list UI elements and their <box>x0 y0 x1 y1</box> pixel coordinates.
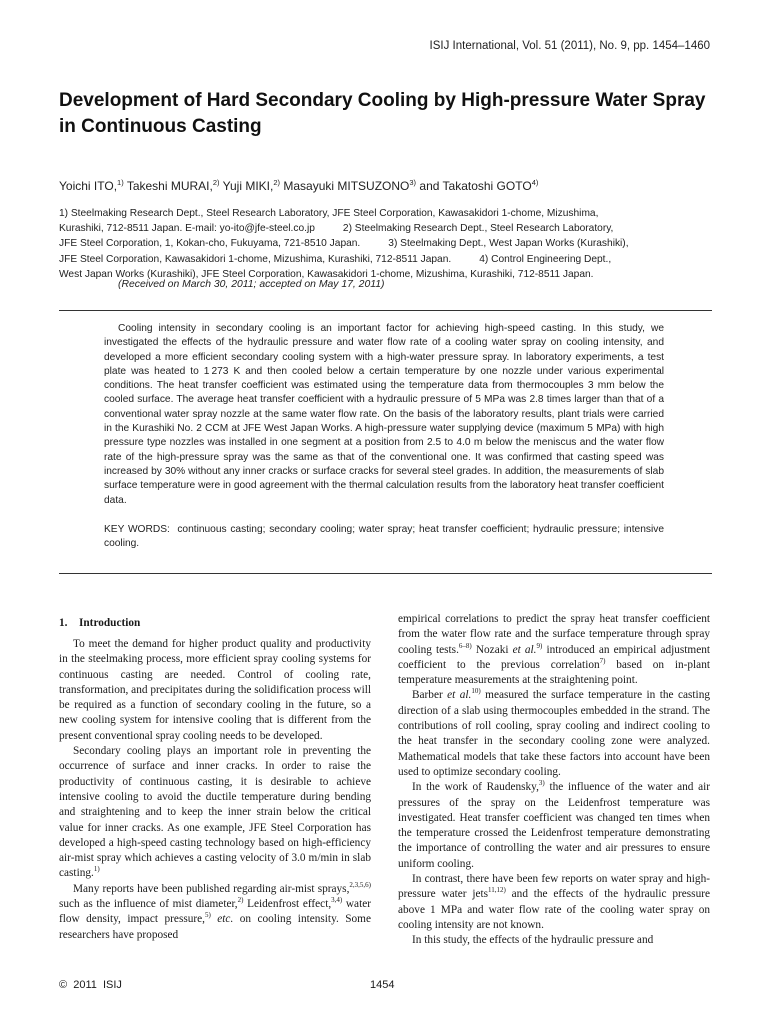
paragraph: In this study, the effects of the hydraulic pressure and <box>412 934 654 947</box>
paper-title: Development of Hard Secondary Cooling by High-pressure Water Spray in Continuous Casting <box>59 90 706 137</box>
paragraph: Barber et al.$^{10)}$ measured the surface temperature in the casting direction of a slab using thermocouples embedded in the strand. The contributions of roll cooling, spray cooling and indirect cooling to the heat transfer in the secondary cooling zone were analyzed. Mathematical models that take these factors into account have been used to optimize secondary cooling. <box>398 687 710 778</box>
author: Takeshi MURAI,$^{2)}$ <box>126 178 220 193</box>
affiliation-line: 1) Steelmaking Research Dept., Steel Research Laboratory, JFE Steel Corporation, Kawasakidori 1-chome, Mizushima, <box>59 208 599 219</box>
header-rule <box>59 310 712 311</box>
page-number: 1454 <box>370 979 395 991</box>
affiliations <box>59 206 711 282</box>
paragraph: Secondary cooling plays an important role in preventing the occurrence of surface and inner cracks. In order to raise the productivity of continuous casting, it is desirable to achieve intensive cooling to avoid the ductile temperature during bending and straightening and to keep the inner strain below the critical value for inner cracks. As one example, JFE Steel Corporation has developed a high-speed casting technology based on high-efficiency air-mist spray which achieves a casting velocity of 3.0 m/min in slab casting.$^{1)}$ <box>59 745 371 880</box>
paragraph: Many reports have been published regarding air-mist sprays,$^{2,3,5,6)}$ such as the influence of mist diameter,$^{2)}$ Leidenfrost effect,$^{3,4)}$ water flow density, impact pressure,$^{5)}$ etc. on cooling intensity. Some researchers have proposed <box>59 880 371 941</box>
author: Yoichi ITO,$^{1)}$ <box>59 178 124 193</box>
copyright: © 2011 ISIJ <box>59 979 122 991</box>
paragraph: In the work of Raudensky,$^{3)}$ the influence of the water and air pressures of the spray on the Leidenfrost temperature was investigated. Heat transfer coefficient was changed ten times when the temperature crossed the Leidenfrost temperature demonstrating the importance of controlling the water and air pressures to ensure uniform cooling. <box>398 779 710 870</box>
author: and Takatoshi GOTO$^{4)}$ <box>419 178 539 193</box>
affiliation-line: JFE Steel Corporation, 1, Kokan-cho, Fukuyama, 721-8510 Japan. 3) Steelmaking Dept., West Japan Works (Kurashiki), <box>59 238 629 250</box>
author: Masayuki MITSUZONO$^{3)}$ <box>283 178 417 193</box>
affiliation-line: Kurashiki, 712-8511 Japan. E-mail: yo-ito@jfe-steel.co.jp 2) Steelmaking Research Dept., Steel Research Laboratory, <box>59 223 614 235</box>
affiliation-line: JFE Steel Corporation, Kawasakidori 1-chome, Mizushima, Kurashiki, 712-8511 Japan. 4) Control Engineering Dept., <box>59 253 612 265</box>
abstract-rule <box>59 573 712 574</box>
paragraph: In contrast, there have been few reports on water spray and high-pressure water jets$^{11,12)}$ and the effects of the hydraulic pressure above 1 MPa and water flow rate of the cooling water spray on cooling intensity are not known. <box>398 873 710 931</box>
paragraph: To meet the demand for higher product quality and productivity in the steelmaking process, more efficient spray cooling systems for continuous casting are needed. Control of cooling rate, transformation, and precipitates during the solidification process will be required as a function of secondary cooling in the future, so a new cooling system for intensive cooling that is different from the present conventional spray cooling needs to be developed. <box>59 638 371 742</box>
author-list <box>59 178 719 193</box>
section-heading: 1. Introduction <box>59 617 141 629</box>
affiliation-line: West Japan Works (Kurashiki), JFE Steel Corporation, Kawasakidori 1-chome, Mizushima, Kurashiki, 712-8511 Japan. <box>59 268 594 280</box>
right-column <box>398 612 710 949</box>
abstract: Cooling intensity in secondary cooling is an important factor for achieving high-speed casting. In this study, we investigated the effects of the hydraulic pressure and water flow rate of a cooling water spray on cooling intensity, and developed a more efficient secondary cooling system with a high-water pressure spray. In laboratory experiments, a test plate was heated to 1 273 K and then cooled below a certain temperature by one nozzle under various experimental conditions. The heat transfer coefficient was estimated using the temperature data from thermocouples 3 mm below the cooled surface. The average heat transfer coefficient with a hydraulic pressure of 5 MPa was 2.8 times larger than that of a conventional water spray nozzle at the same water flow rate. On the basis of the laboratory results, plant trials were carried in the Kurashiki No. 2 CCM at JFE West Japan Works. A high-pressure water supplying device (maximum 5 MPa) with high pressure type nozzles was installed in one segment at a position from 2.5 to 4.0 m below the meniscus and the water flow rate of the high-pressure spray was the same as that of the conventional one. It was confirmed that casting speed was increased by 30% without any inner cracks or surface cracks for several steel grades. In addition, the measurements of slab surface temperature were in good agreement with the thermal calculation results from the laboratory heat transfer coefficient data. <box>104 323 664 506</box>
left-column <box>59 616 371 943</box>
author: Yuji MIKI,$^{2)}$ <box>222 178 281 193</box>
received-dates: (Received on March 30, 2011; accepted on May 17, 2011) <box>118 279 385 290</box>
keywords: KEY WORDS: continuous casting; secondary cooling; water spray; heat transfer coefficient; hydraulic pressure; intensive cooling. <box>104 524 664 550</box>
journal-citation: ISIJ International, Vol. 51 (2011), No. 9, pp. 1454–1460 <box>429 40 710 52</box>
paragraph: empirical correlations to predict the spray heat transfer coefficient from the water flow rate and the surface temperature through spray cooling tests.$^{6-8)}$ Nozaki et al.$^{9)}$ introduced an empirical adjustment coefficient to the previous correlation$^{7)}$ based on in-plant temperature measurements at the straightening point. <box>398 613 711 687</box>
